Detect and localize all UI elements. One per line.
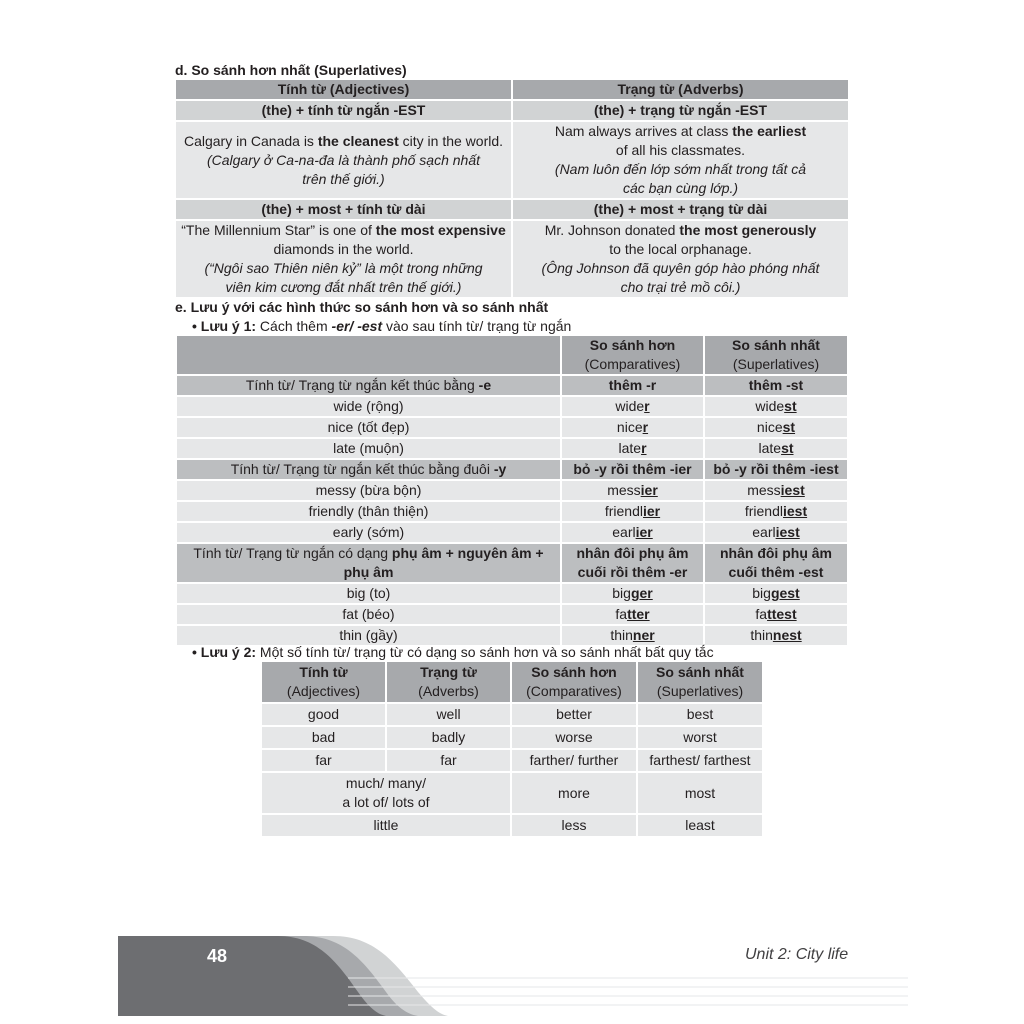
- comparatives-header: So sánh hơn (Comparatives): [561, 335, 704, 375]
- superlatives-header: So sánh nhất (Superlatives): [704, 335, 848, 375]
- long-adj-example: “The Millennium Star” is one of the most expensive diamonds in the world. (“Ngôi sao Thiên niên kỷ” là một trong những viên kim cương đắt nhất trên thế giới.): [175, 220, 512, 298]
- short-adj-example: Calgary in Canada is the cleanest city in the world. (Calgary ở Ca-na-đa là thành phố sạch nhất trên thế giới.): [175, 121, 512, 199]
- rule-ending-y: Tính từ/ Trạng từ ngắn kết thúc bằng đuôi -y: [176, 459, 561, 480]
- table-row: nice (tốt đẹp) nicer nicest: [176, 417, 848, 438]
- rule-ending-y-sup: bỏ -y rồi thêm -iest: [704, 459, 848, 480]
- short-adj-rule: (the) + tính từ ngắn -EST: [175, 100, 512, 121]
- table-row: good well better best: [261, 703, 763, 726]
- superlatives-table: [174, 78, 850, 299]
- irr-comp-header: So sánh hơn (Comparatives): [511, 661, 637, 703]
- table-row: little less least: [261, 814, 763, 837]
- table-row: friendly (thân thiện) friendlier friendliest: [176, 501, 848, 522]
- table-row: wide (rộng) wider widest: [176, 396, 848, 417]
- col-adjectives-header: Tính từ (Adjectives): [175, 79, 512, 100]
- long-adj-rule: (the) + most + tính từ dài: [175, 199, 512, 220]
- irr-sup-header: So sánh nhất (Superlatives): [637, 661, 763, 703]
- rule-ending-e-comp: thêm -r: [561, 375, 704, 396]
- table-row: big (to) bigger biggest: [176, 583, 848, 604]
- rule-header-blank: [176, 335, 561, 375]
- section-e-title: e. Lưu ý với các hình thức so sánh hơn và so sánh nhất: [175, 299, 549, 315]
- page-number: 48: [207, 946, 228, 966]
- unit-title: Unit 2: City life: [745, 946, 849, 963]
- rule-cvc-comp: nhân đôi phụ âm cuối rồi thêm -er: [561, 543, 704, 583]
- rule-ending-e-sup: thêm -st: [704, 375, 848, 396]
- irr-adv-header: Trạng từ (Adverbs): [386, 661, 511, 703]
- table-row: messy (bừa bộn) messier messiest: [176, 480, 848, 501]
- table-row: late (muộn) later latest: [176, 438, 848, 459]
- table-row: fat (béo) fatter fattest: [176, 604, 848, 625]
- rule-ending-e: Tính từ/ Trạng từ ngắn kết thúc bằng -e: [176, 375, 561, 396]
- section-d-title: d. So sánh hơn nhất (Superlatives): [175, 62, 407, 78]
- footer-decoration: [118, 930, 908, 1016]
- table-row: bad badly worse worst: [261, 726, 763, 749]
- long-adv-rule: (the) + most + trạng từ dài: [512, 199, 849, 220]
- col-adverbs-header: Trạng từ (Adverbs): [512, 79, 849, 100]
- er-est-table: [175, 334, 849, 647]
- table-row: much/ many/ a lot of/ lots of more most: [261, 772, 763, 814]
- short-adv-rule: (the) + trạng từ ngắn -EST: [512, 100, 849, 121]
- note-2: • Lưu ý 2: Một số tính từ/ trạng từ có dạng so sánh hơn và so sánh nhất bất quy tắc: [192, 644, 714, 660]
- long-adv-example: Mr. Johnson donated the most generously to the local orphanage. (Ông Johnson đã quyên góp hào phóng nhất cho trại trẻ mồ côi.): [512, 220, 849, 298]
- irregular-table: [260, 660, 764, 838]
- rule-cvc-sup: nhân đôi phụ âm cuối thêm -est: [704, 543, 848, 583]
- short-adv-example: Nam always arrives at class the earliest of all his classmates. (Nam luôn đến lớp sớm nhất trong tất cả các bạn cùng lớp.): [512, 121, 849, 199]
- table-row: early (sớm) earlier earliest: [176, 522, 848, 543]
- table-row: thin (gầy) thinner thinnest: [176, 625, 848, 646]
- irr-adj-header: Tính từ (Adjectives): [261, 661, 386, 703]
- note-1: • Lưu ý 1: Cách thêm -er/ -est vào sau tính từ/ trạng từ ngắn: [192, 318, 572, 334]
- rule-cvc: Tính từ/ Trạng từ ngắn có dạng phụ âm + nguyên âm + phụ âm: [176, 543, 561, 583]
- table-row: far far farther/ further farthest/ farthest: [261, 749, 763, 772]
- rule-ending-y-comp: bỏ -y rồi thêm -ier: [561, 459, 704, 480]
